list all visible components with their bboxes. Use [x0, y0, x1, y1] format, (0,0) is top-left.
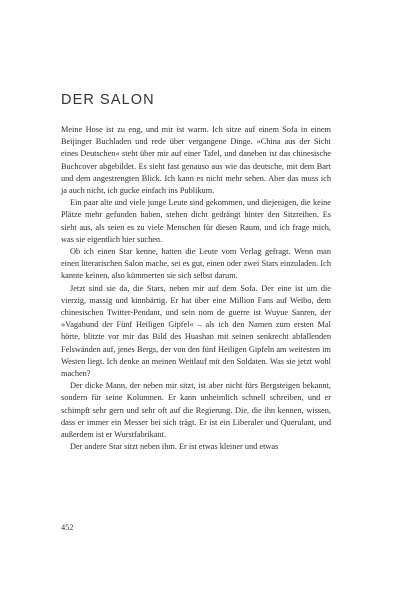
page-number: 452: [61, 523, 74, 532]
paragraph-5: Der dicke Mann, der neben mir sitzt, ist aber nicht fürs Bergsteigen bekannt, sondern für seine Kolumnen. Er kann unheimlich schnell schreiben, und er schimpft sehr gern und sehr oft auf die Regierung. Die, die ihn kennen, wissen, dass er immer ein Messer bei sich trägt. Er ist ein Liberaler und Querulant, und außerdem ist er Wurstfabrikant.: [61, 381, 331, 440]
paragraph-6: Der andere Star sitzt neben ihm. Er ist etwas kleiner und etwas: [70, 442, 279, 452]
chapter-title: DER SALON: [61, 92, 155, 108]
paragraph-1: Meine Hose ist zu eng, und mir ist warm. Ich sitze auf einem Sofa in einem Beijinger Buchladen und rede über vergangene Dinge. »China aus der Sicht eines Deutschen« steht über mir auf einer Tafel, und daneben ist das chinesische Buchcover abgebildet. Es sieht fast genauso aus wie das deutsche, mit dem Bart und dem angestrengten Blick. Ich kann es nicht mehr sehen. Aber das muss ich ja auch nicht, ich gucke einfach ins Publikum.: [61, 125, 331, 196]
body-text: [61, 124, 331, 453]
paragraph-2: Ein paar alte und viele junge Leute sind gekommen, und diejenigen, die keine Plätze mehr gefunden haben, stehen dicht gedrängt hinter den Sitzreihen. Es sieht aus, als seien es zu viele Menschen für diesen Raum, und ich frage mich, was sie eigentlich hier suchen.: [61, 198, 331, 244]
paragraph-3: Ob ich einen Star kenne, hatten die Leute vom Verlag gefragt. Wenn man einen literarischen Salon mache, sei es gut, einen oder zwei Stars einzuladen. Ich kannte keinen, also kümmerten sie sich selbst darum.: [61, 247, 331, 281]
paragraph-4: Jetzt sind sie da, die Stars, neben mir auf dem Sofa. Der eine ist um die vierzig, massig und kinnbärtig. Er hat über eine Million Fans auf Weibo, dem chinesischen Twitter-Pendant, und sein nom de guerre ist Wuyue Sanren, der »Vagabund der Fünf Heiligen Gipfel« – als ich den Namen zum ersten Mal hörte, blitzte vor mir das Bild des Huashan mit seinen senkrecht abfallenden Felswänden auf, jenes Bergs, der von den fünf Heiligen Gipfeln am weitesten im Westen liegt. Ich denke an meinen Wettlauf mit den Soldaten. Was sie jetzt wohl machen?: [61, 283, 331, 379]
